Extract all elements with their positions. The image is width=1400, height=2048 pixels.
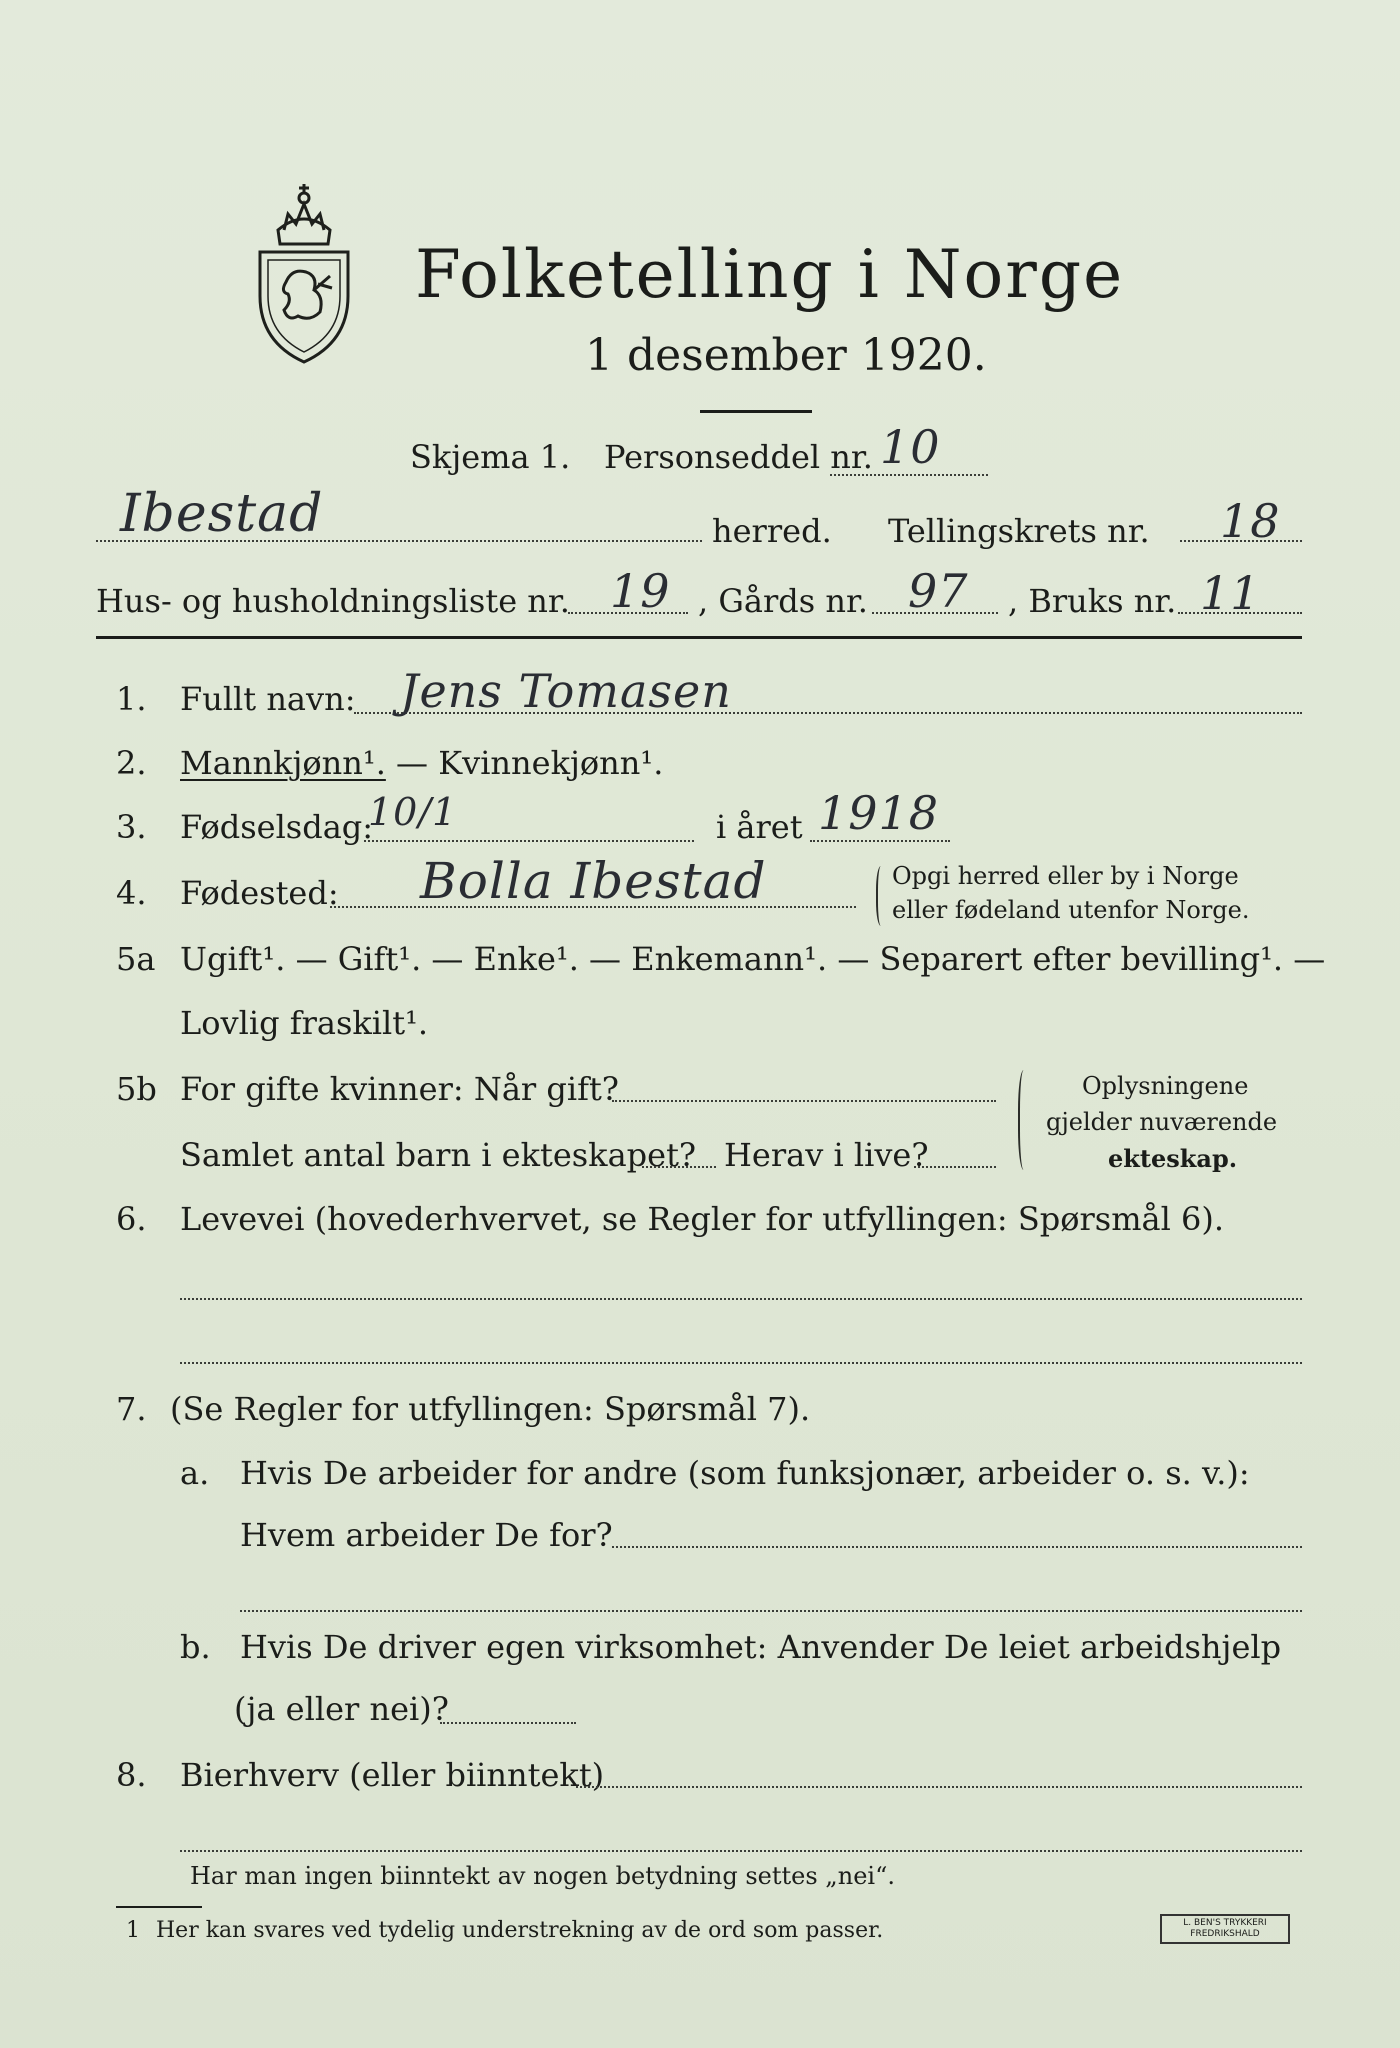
q6-number: 6. (116, 1200, 147, 1238)
full-name-value[interactable]: Jens Tomasen (400, 664, 732, 718)
marriage-note-line3: ekteskap. (1108, 1144, 1238, 1173)
personseddel-value[interactable]: 10 (880, 420, 941, 474)
herred-line (96, 540, 702, 542)
when-married-line (612, 1100, 996, 1102)
printer-city: FREDRIKSHALD (1190, 1929, 1260, 1939)
q7-label: (Se Regler for utfyllingen: Spørsmål 7). (170, 1390, 811, 1428)
q7b-line1: Hvis De driver egen virksomhet: Anvender De leiet arbeidshjelp (240, 1628, 1282, 1666)
header-rule (96, 636, 1302, 639)
q1-label: Fullt navn: (180, 680, 356, 718)
birthday-value[interactable]: 10/1 (368, 790, 458, 834)
form-date: 1 desember 1920. (585, 330, 987, 381)
title-divider (700, 410, 812, 413)
q3-label: Fødselsdag: (180, 808, 374, 846)
gender-male-underlined[interactable]: Mannkjønn¹. (180, 744, 386, 782)
skjema-label: Skjema 1. (410, 438, 571, 476)
printer-name: L. BEN'S TRYKKERI (1183, 1918, 1267, 1928)
gender-separator: — (396, 744, 429, 782)
footnote-number: 1 (126, 1918, 140, 1943)
birthday-line (364, 840, 694, 842)
tellingskrets-label: Tellingskrets nr. (888, 512, 1150, 550)
q7-number: 7. (116, 1390, 147, 1428)
side-income-line-2 (180, 1850, 1302, 1852)
occupation-line-1 (180, 1298, 1302, 1300)
children-alive-line (914, 1166, 996, 1168)
year-line (810, 840, 950, 842)
hired-help-line (440, 1722, 576, 1724)
hus-value[interactable]: 19 (610, 564, 671, 618)
occupation-line-2 (180, 1362, 1302, 1364)
birthplace-note-line2: eller fødeland utenfor Norge. (892, 896, 1250, 924)
marriage-note-bracket (1018, 1070, 1032, 1170)
year-value[interactable]: 1918 (818, 786, 940, 840)
marriage-note-line1: Oplysningene (1082, 1072, 1249, 1100)
birthplace-note-bracket (876, 866, 888, 926)
employer-line-1 (612, 1546, 1302, 1548)
no-income-note: Har man ingen biinntekt av nogen betydning settes „nei“. (190, 1862, 895, 1890)
printer-stamp (1160, 1914, 1290, 1944)
q5b-number: 5b (116, 1070, 157, 1108)
gards-label: , Gårds nr. (698, 582, 868, 620)
bruks-value[interactable]: 11 (1200, 566, 1261, 620)
footnote-rule (116, 1906, 202, 1908)
q4-number: 4. (116, 874, 147, 912)
children-total-line (642, 1166, 716, 1168)
personseddel-line (830, 474, 988, 476)
q5a-number: 5a (116, 940, 156, 978)
herred-value[interactable]: Ibestad (120, 484, 324, 544)
q1-number: 1. (116, 680, 147, 718)
hus-label: Hus- og husholdningsliste nr. (96, 582, 570, 620)
marital-status-options[interactable]: Ugift¹. — Gift¹. — Enke¹. — Enkemann¹. — Separert efter bevilling¹. — (180, 940, 1326, 978)
marital-status-divorced[interactable]: Lovlig fraskilt¹. (180, 1004, 429, 1042)
herred-label: herred. (712, 512, 832, 550)
form-title: Folketelling i Norge (415, 236, 1125, 313)
children-total-label: Samlet antal barn i ekteskapet? (180, 1136, 697, 1174)
children-alive-label: Herav i live? (724, 1136, 929, 1174)
q7b-line2: (ja eller nei)? (234, 1690, 449, 1728)
q4-label: Fødested: (180, 874, 339, 912)
q8-label: Bierhverv (eller biinntekt) (180, 1756, 605, 1794)
q7a-line1: Hvis De arbeider for andre (som funksjonær, arbeider o. s. v.): (240, 1454, 1250, 1492)
employer-line-2 (240, 1610, 1302, 1612)
when-married-label: For gifte kvinner: Når gift? (180, 1070, 619, 1108)
q7a-line2: Hvem arbeider De for? (240, 1516, 613, 1554)
footnote-text: Her kan svares ved tydelig understrekning av de ord som passer. (156, 1918, 884, 1943)
gender-options[interactable] (180, 744, 663, 782)
norway-coat-of-arms-icon (248, 172, 360, 368)
birthplace-note-line1: Opgi herred eller by i Norge (892, 862, 1239, 890)
q6-label: Levevei (hovederhvervet, se Regler for utfyllingen: Spørsmål 6). (180, 1200, 1225, 1238)
side-income-line-1 (576, 1786, 1302, 1788)
gards-value[interactable]: 97 (908, 564, 969, 618)
bruks-label: , Bruks nr. (1008, 582, 1177, 620)
q7a-letter: a. (180, 1454, 210, 1492)
marriage-note-line2: gjelder nuværende (1046, 1108, 1278, 1136)
year-label: i året (716, 808, 803, 846)
q3-number: 3. (116, 808, 147, 846)
q8-number: 8. (116, 1756, 147, 1794)
q7b-letter: b. (180, 1628, 211, 1666)
gender-female[interactable]: Kvinnekjønn¹. (438, 744, 664, 782)
tellingskrets-value[interactable]: 18 (1220, 494, 1281, 548)
birthplace-value[interactable]: Bolla Ibestad (420, 852, 767, 910)
q2-number: 2. (116, 744, 147, 782)
personseddel-label: Personseddel nr. (604, 438, 873, 476)
